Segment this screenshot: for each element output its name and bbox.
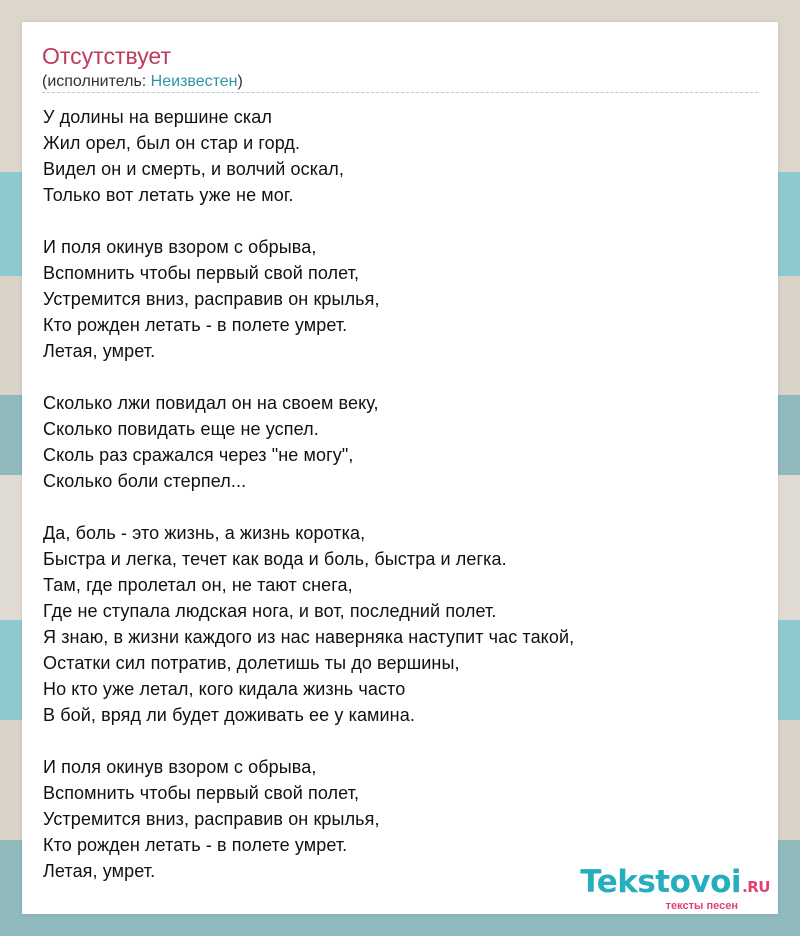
logo-name: Tekstovoi — [580, 864, 742, 900]
title-divider — [42, 92, 758, 93]
lyrics-line: Кто рожден летать - в полете умрет. — [43, 315, 348, 335]
lyrics-line: Но кто уже летал, кого кидала жизнь часто — [43, 679, 406, 699]
lyrics-line: Кто рожден летать - в полете умрет. — [43, 835, 348, 855]
lyrics-line: Быстра и легка, течет как вода и боль, быстра и легка. — [43, 549, 507, 569]
song-title: Отсутствует — [42, 43, 171, 69]
lyrics-line: Там, где пролетал он, не тают снега, — [43, 575, 353, 595]
lyrics-line: Видел он и смерть, и волчий оскал, — [43, 159, 344, 179]
artist-suffix: ) — [237, 73, 243, 90]
lyrics-line: Жил орел, был он стар и горд. — [43, 133, 301, 153]
lyrics-line: Сколько повидать еще не успел. — [43, 419, 319, 439]
lyrics-line: Летая, умрет. — [43, 341, 156, 361]
lyrics-line: И поля окинув взором с обрыва, — [43, 757, 317, 777]
lyrics-text — [43, 104, 574, 884]
lyrics-line: И поля окинув взором с обрыва, — [43, 237, 317, 257]
logo-wordmark — [560, 865, 770, 904]
lyrics-line: Устремится вниз, расправив он крылья, — [43, 289, 380, 309]
lyrics-stanza — [43, 390, 574, 494]
artist-prefix: (исполнитель: — [42, 73, 151, 90]
logo-tld: .RU — [742, 878, 770, 896]
lyrics-line: Где не ступала людская нога, и вот, последний полет. — [43, 601, 497, 621]
lyrics-line: Сколько лжи повидал он на своем веку, — [43, 393, 379, 413]
lyrics-line: Летая, умрет. — [43, 861, 156, 881]
lyrics-line: Вспомнить чтобы первый свой полет, — [43, 783, 360, 803]
lyrics-stanza — [43, 754, 574, 884]
lyrics-stanza — [43, 104, 574, 208]
lyrics-line: В бой, вряд ли будет доживать ее у камина. — [43, 705, 415, 725]
site-logo[interactable] — [560, 865, 770, 912]
artist-line — [42, 72, 243, 91]
lyrics-line: Сколь раз сражался через "не могу", — [43, 445, 354, 465]
lyrics-card — [22, 22, 778, 914]
lyrics-line: Вспомнить чтобы первый свой полет, — [43, 263, 360, 283]
logo-tagline: тексты песен — [665, 900, 738, 912]
lyrics-stanza — [43, 234, 574, 364]
lyrics-line: Остатки сил потратив, долетишь ты до вершины, — [43, 653, 460, 673]
lyrics-line: Устремится вниз, расправив он крылья, — [43, 809, 380, 829]
lyrics-stanza — [43, 520, 574, 728]
lyrics-line: Да, боль - это жизнь, а жизнь коротка, — [43, 523, 366, 543]
lyrics-line: У долины на вершине скал — [43, 107, 272, 127]
lyrics-line: Сколько боли стерпел... — [43, 471, 247, 491]
lyrics-line: Только вот летать уже не мог. — [43, 185, 294, 205]
artist-link[interactable]: Неизвестен — [150, 73, 238, 90]
lyrics-line: Я знаю, в жизни каждого из нас наверняка наступит час такой, — [43, 627, 575, 647]
